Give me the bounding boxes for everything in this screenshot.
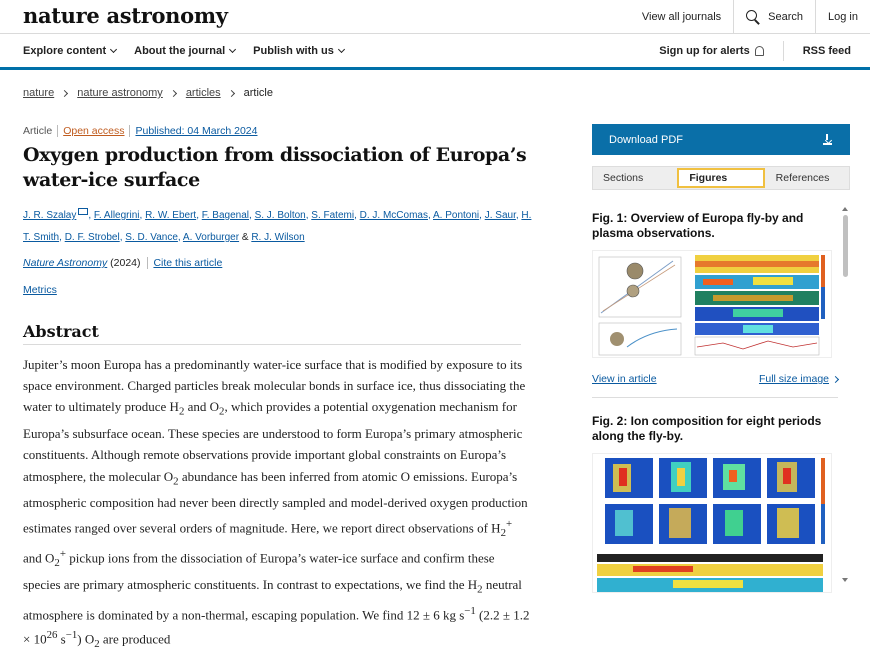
divider xyxy=(592,397,838,398)
bell-icon xyxy=(755,46,764,56)
breadcrumb-articles[interactable]: articles xyxy=(185,87,221,99)
citation-line xyxy=(23,257,222,269)
figure-thumbnail[interactable] xyxy=(592,453,832,593)
open-access-link[interactable]: Open access xyxy=(57,125,129,137)
cite-this-article-link[interactable]: Cite this article xyxy=(147,257,222,269)
authors-and: & xyxy=(241,232,249,243)
full-size-image-link[interactable]: Full size image xyxy=(759,373,838,385)
search-icon xyxy=(746,10,760,24)
sign-up-alerts-link[interactable]: Sign up for alerts xyxy=(640,41,782,61)
scroll-up-icon[interactable] xyxy=(842,207,848,211)
chevron-down-icon xyxy=(229,45,236,52)
author-link[interactable]: F. Allegrini xyxy=(93,210,140,221)
sidebar-tabs xyxy=(592,166,850,190)
author-link[interactable]: J. Saur xyxy=(484,210,516,221)
breadcrumb xyxy=(23,87,273,99)
author-link[interactable]: S. J. Bolton xyxy=(254,210,306,221)
article-type: Article xyxy=(23,125,53,137)
author-link[interactable]: H. T. Smith xyxy=(23,210,532,243)
sub-nav xyxy=(0,34,870,70)
search-button[interactable] xyxy=(733,0,815,34)
author-link[interactable]: S. Fatemi xyxy=(311,210,355,221)
breadcrumb-current: article xyxy=(243,87,273,99)
article-meta xyxy=(23,125,262,137)
chevron-right-icon xyxy=(228,89,235,96)
author-link[interactable]: A. Pontoni xyxy=(433,210,480,221)
login-link[interactable]: Log in xyxy=(815,0,870,34)
view-all-journals-link[interactable]: View all journals xyxy=(641,11,722,23)
about-journal-menu[interactable]: About the journal xyxy=(134,45,235,57)
abstract-heading: Abstract xyxy=(23,322,99,341)
sidebar-scrollbar[interactable] xyxy=(842,207,850,582)
top-nav xyxy=(630,0,870,34)
chevron-right-icon xyxy=(832,375,839,382)
author-link[interactable]: D. J. McComas xyxy=(359,210,428,221)
author-link[interactable]: S. D. Vance xyxy=(125,232,178,243)
figure-2-image xyxy=(593,454,833,594)
divider xyxy=(23,344,521,345)
scroll-thumb[interactable] xyxy=(843,215,848,277)
search-label: Search xyxy=(768,11,804,23)
view-in-article-link[interactable]: View in article xyxy=(592,373,657,385)
tab-figures[interactable]: Figures xyxy=(677,168,764,188)
figure-title: Fig. 1: Overview of Europa fly-by and plasma observations. xyxy=(592,211,804,240)
author-link[interactable]: D. F. Strobel xyxy=(64,232,120,243)
abstract-text: Jupiter’s moon Europa has a predominantly water-ice surface that is modified by exposure to its space environment. Charged particles break molecular bonds in surface ice, thus dissociating the water to ultimately produce $H_2$ and $O_2$, which provides a potential oxygenation mechanism for Europa’s subsurface ocean. These species are understood to form Europa’s primary atmospheric constituents. Although remote observations provide important global constraints on Europa’s atmosphere, the molecular $O_2$ abundance has been inferred from atomic O emissions. Europa’s atmospheric composition had never been directly sampled and model-derived oxygen production estimates ranged over several orders of magnitude. Here, we report direct observations of $H_2^+$ and $O_2^+$ pickup ions from the dissociation of Europa’s water-ice surface and confirm these species are primary atmospheric constituents. In contrast to expectations, we find the $H_2$ neutral atmosphere is dominated by a non-thermal, escaping population. We find 12 ± 6 kg $s^{-1}$ ($2.2 \pm 1.2 \times 10^{26}$ $s^{-1}$) $O_2$ are produced xyxy=(23,357,530,651)
published-date[interactable]: Published: 04 March 2024 xyxy=(129,125,262,137)
publish-with-us-menu[interactable]: Publish with us xyxy=(253,45,344,57)
figure-title: Fig. 2: Ion composition for eight periods along the fly-by. xyxy=(592,414,822,443)
breadcrumb-nature[interactable]: nature xyxy=(23,87,55,99)
breadcrumb-nature-astronomy[interactable]: nature astronomy xyxy=(77,87,163,99)
explore-content-menu[interactable]: Explore content xyxy=(23,45,116,57)
chevron-down-icon xyxy=(110,45,117,52)
download-pdf-button[interactable] xyxy=(592,124,850,155)
mail-icon[interactable] xyxy=(78,208,88,215)
metrics-link[interactable]: Metrics xyxy=(23,284,57,296)
download-pdf-label: Download PDF xyxy=(609,133,683,146)
article-title: Oxygen production from dissociation of Europa’s water-ice surface xyxy=(23,144,527,191)
tab-references[interactable]: References xyxy=(775,172,830,184)
author-link[interactable]: F. Bagenal xyxy=(201,210,250,221)
figure-links xyxy=(592,373,838,385)
site-header xyxy=(0,0,870,34)
figure-thumbnail[interactable] xyxy=(592,250,832,358)
journal-logo[interactable]: nature astronomy xyxy=(23,3,228,28)
journal-name-link[interactable]: Nature Astronomy xyxy=(23,257,108,269)
figures-panel xyxy=(592,211,838,608)
author-link[interactable]: R. W. Ebert xyxy=(145,210,197,221)
chevron-right-icon xyxy=(170,89,177,96)
author-list: J. R. Szalay , F. Allegrini, R. W. Ebert, F. Bagenal, S. J. Bolton, S. Fatemi, D. J. McComas, A. Pontoni, J. Saur, H. T. Smith, D. F. Strobel, S. D. Vance, A. Vorburger & R. J. Wilson xyxy=(23,210,532,243)
rss-feed-link[interactable]: RSS feed xyxy=(783,41,870,61)
article-year: (2024) xyxy=(110,257,141,269)
tab-sections[interactable]: Sections xyxy=(603,172,644,184)
author-link[interactable]: J. R. Szalay xyxy=(23,210,77,221)
author-link[interactable]: A. Vorburger xyxy=(182,232,240,243)
chevron-down-icon xyxy=(338,45,345,52)
author-link[interactable]: R. J. Wilson xyxy=(251,232,305,243)
figure-1-image xyxy=(593,251,833,359)
chevron-right-icon xyxy=(61,89,68,96)
scroll-down-icon[interactable] xyxy=(842,578,848,582)
